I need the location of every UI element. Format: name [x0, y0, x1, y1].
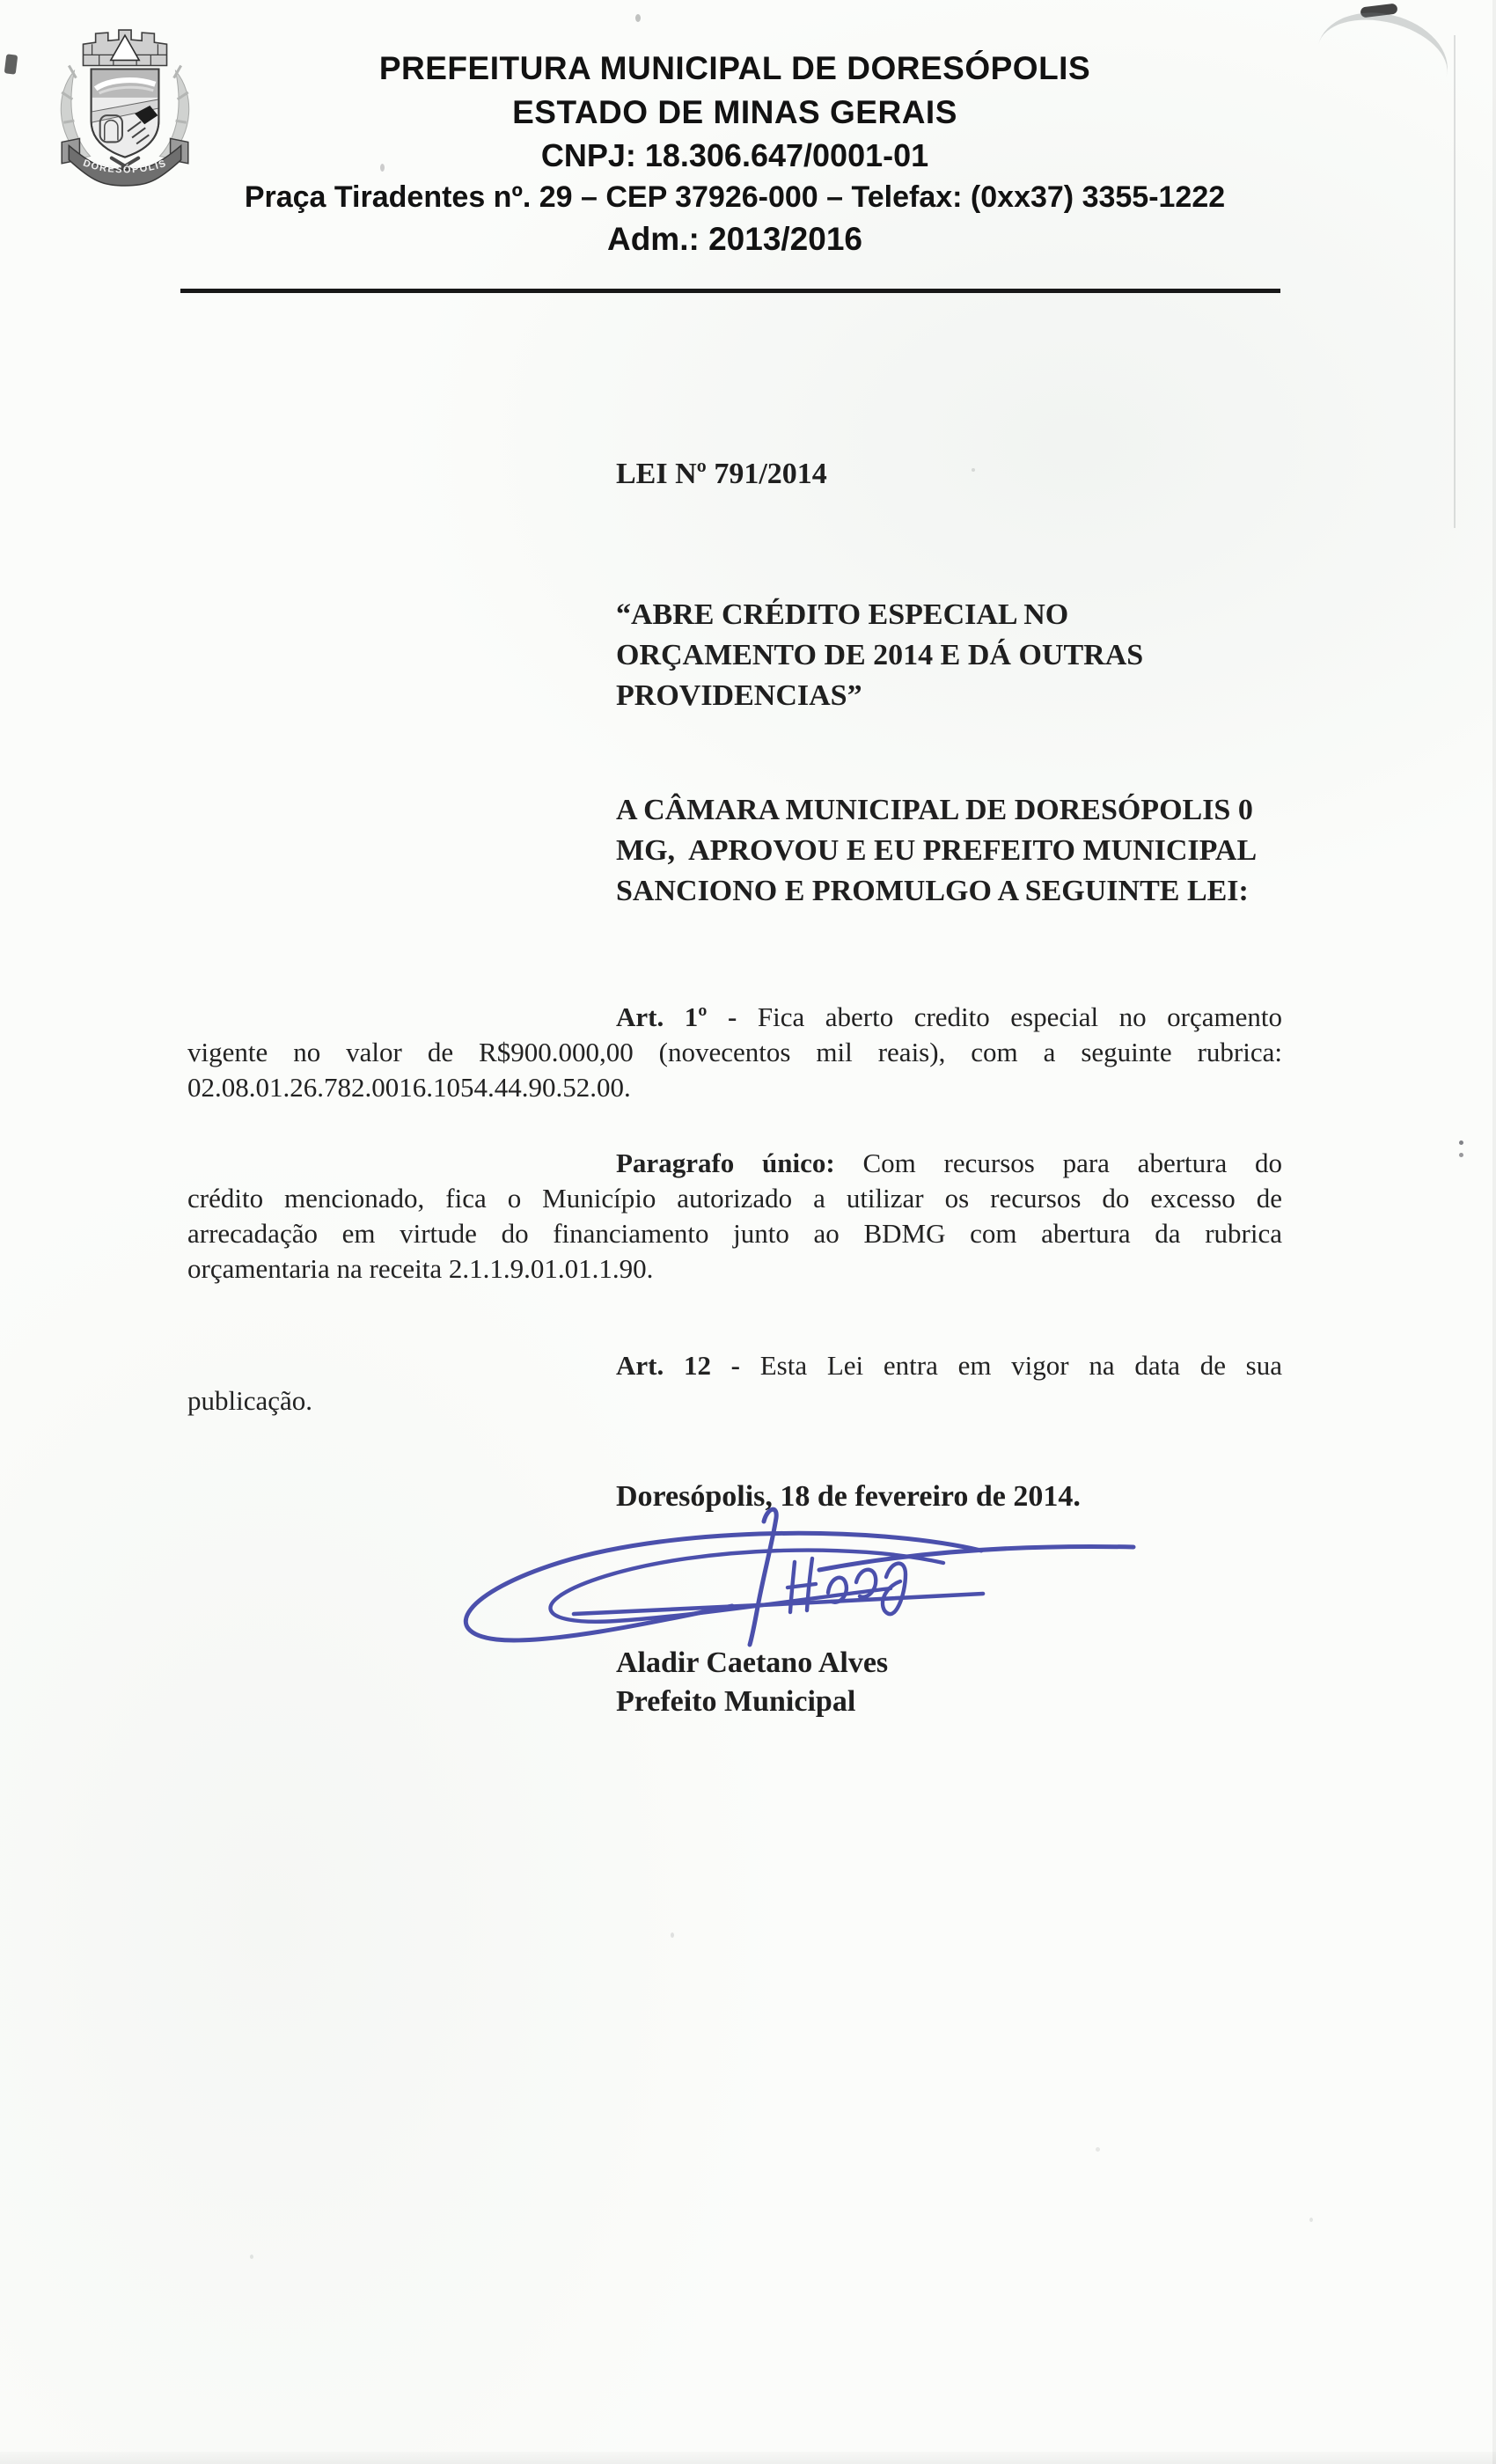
letterhead	[106, 49, 1364, 259]
law-preamble	[616, 790, 1285, 912]
law-text-line: vigente no valor de R$900.000,00 (novecentos mil reais), com a seguinte rubrica:	[187, 1037, 1282, 1067]
article-1-paragraph	[187, 1000, 1282, 1105]
signer-name: Aladir Caetano Alves	[616, 1646, 889, 1679]
org-address: Praça Tiradentes nº. 29 – CEP 37926-000 – Telefax: (0xx37) 3355-1222	[244, 180, 1226, 214]
epigraph-line: PROVIDENCIAS”	[616, 679, 862, 712]
org-administration: Adm.: 2013/2016	[606, 221, 862, 257]
article-12-paragraph	[187, 1348, 1282, 1419]
article-1-lead: Art. 1º -	[616, 1001, 737, 1032]
preamble-line: MG, APROVOU E EU PREFEITO MUNICIPAL	[616, 834, 1258, 867]
scan-artifact	[1309, 2218, 1313, 2222]
scan-artifact	[250, 2255, 253, 2259]
sole-paragraph	[187, 1146, 1282, 1287]
org-cnpj: CNPJ: 18.306.647/0001-01	[540, 137, 929, 173]
signer-title: Prefeito Municipal	[616, 1685, 856, 1718]
scan-artifact	[1459, 1140, 1463, 1145]
scan-artifact	[671, 1932, 674, 1938]
article-12-lead: Art. 12 -	[616, 1350, 741, 1381]
article-1-text: Fica aberto credito especial no orçamento	[737, 1001, 1282, 1032]
revenue-code-line: orçamentaria na receita 2.1.1.9.01.01.1.90.	[187, 1253, 654, 1284]
law-text-line	[187, 1000, 1282, 1035]
preamble-line: SANCIONO E PROMULGO A SEGUINTE LEI:	[616, 875, 1249, 907]
handwritten-signature	[414, 1500, 1144, 1659]
sole-paragraph-text: Com recursos para abertura do	[834, 1148, 1282, 1178]
law-text-line	[187, 1146, 1282, 1181]
budget-code-line: 02.08.01.26.782.0016.1054.44.90.52.00.	[187, 1072, 631, 1103]
law-epigraph	[616, 595, 1285, 716]
signature-block	[616, 1644, 888, 1721]
letterhead-divider-rule	[180, 289, 1280, 293]
scan-artifact	[1360, 3, 1397, 18]
law-text-line: crédito mencionado, fica o Município autorizado a utilizar os recursos do excesso de	[187, 1183, 1282, 1214]
law-text-line: arrecadação em virtude do financiamento junto ao BDMG com abertura da rubrica	[187, 1218, 1282, 1249]
dateline: Doresópolis, 18 de fevereiro de 2014.	[616, 1480, 1081, 1513]
article-12-text: Esta Lei entra em vigor na data de sua	[740, 1350, 1283, 1381]
scan-artifact	[972, 468, 975, 472]
coat-of-arms-banner-text: DORESÓPOLIS	[81, 158, 169, 176]
sole-paragraph-lead: Paragrafo único:	[616, 1148, 835, 1178]
law-number-title: LEI Nº 791/2014	[616, 458, 827, 490]
law-text-line: publicação.	[187, 1385, 313, 1416]
preamble-line: A CÂMARA MUNICIPAL DE DORESÓPOLIS 0	[616, 794, 1253, 826]
law-text-line	[187, 1348, 1282, 1383]
scan-artifact	[1492, 0, 1496, 2464]
epigraph-line: ORÇAMENTO DE 2014 E DÁ OUTRAS	[616, 639, 1144, 671]
scan-artifact	[4, 54, 18, 74]
scan-artifact	[0, 2452, 1496, 2464]
org-name: PREFEITURA MUNICIPAL DE DORESÓPOLIS	[378, 50, 1091, 86]
scan-artifact	[1096, 2147, 1100, 2152]
scan-artifact	[635, 14, 641, 22]
scan-artifact	[1454, 35, 1456, 528]
epigraph-line: “ABRE CRÉDITO ESPECIAL NO	[616, 598, 1069, 631]
org-state: ESTADO DE MINAS GERAIS	[512, 94, 957, 130]
